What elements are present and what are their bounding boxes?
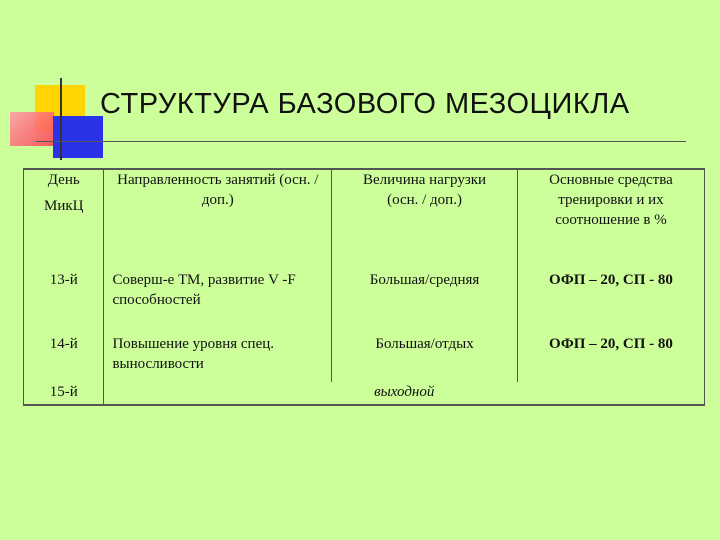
slide-title: СТРУКТУРА БАЗОВОГО МЕЗОЦИКЛА: [100, 88, 630, 120]
header-load: Величина нагрузки (осн. / доп.): [332, 169, 518, 270]
table-row: [24, 334, 705, 382]
cell-load: Большая/отдых: [332, 334, 518, 382]
cell-direction: Соверш-е ТМ, развитие V -F способностей: [104, 270, 332, 334]
table-row: [24, 270, 705, 334]
header-day-line2: МикЦ: [43, 198, 84, 214]
cell-means: ОФП – 20, СП - 80: [517, 334, 704, 382]
header-direction: Направленность занятий (осн. / доп.): [104, 169, 332, 270]
cell-day: 13-й: [24, 270, 104, 334]
decor-vertical-line: [60, 78, 62, 160]
cell-means: ОФП – 20, СП - 80: [517, 270, 704, 334]
table-header-row: [24, 169, 705, 270]
title-underline: [36, 141, 686, 142]
cell-direction: Повышение уровня спец. выносливости: [104, 334, 332, 382]
header-day-line1: День: [47, 172, 80, 188]
cell-load: Большая/средняя: [332, 270, 518, 334]
table-row: [24, 382, 705, 405]
cell-merged: выходной: [104, 382, 705, 405]
header-day: [24, 169, 104, 270]
header-means: Основные средства тренировки и их соотношение в %: [517, 169, 704, 270]
mesocycle-table: [23, 168, 705, 406]
cell-day: 14-й: [24, 334, 104, 382]
cell-day: 15-й: [24, 382, 104, 405]
